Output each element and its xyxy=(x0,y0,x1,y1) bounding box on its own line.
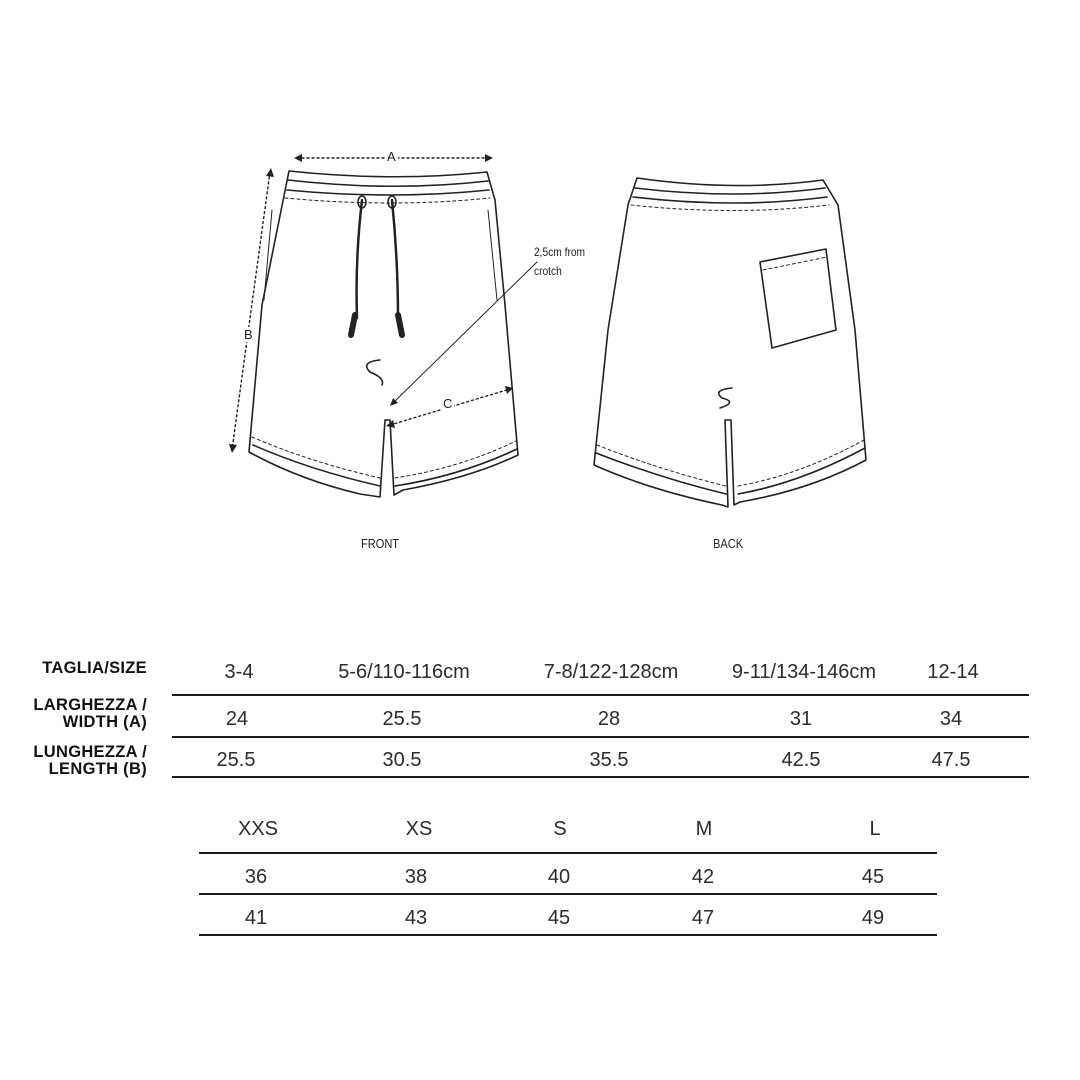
adult-width-cell: 42 xyxy=(691,866,715,888)
kids-width-cell: 25.5 xyxy=(382,708,422,730)
length-label-line1: LUNGHEZZA / xyxy=(33,743,147,761)
kids-width-cell: 34 xyxy=(939,708,963,730)
adult-size-cell: XXS xyxy=(237,818,279,840)
width-row-label xyxy=(33,697,147,731)
front-shorts-outline xyxy=(249,171,518,497)
kids-size-cell: 9-11/134-146cm xyxy=(731,661,877,683)
kids-width-cell: 24 xyxy=(225,708,249,730)
adult-table-rule xyxy=(199,934,937,936)
kids-size-cell: 3-4 xyxy=(224,661,254,683)
crotch-note: 2,5cm from crotch xyxy=(534,245,586,278)
kids-table-rule xyxy=(172,776,1029,778)
kids-length-cell: 35.5 xyxy=(589,749,629,771)
kids-length-cell: 42.5 xyxy=(781,749,821,771)
adult-table-rule xyxy=(199,893,937,895)
kids-length-cell: 47.5 xyxy=(931,749,971,771)
adult-size-cell: M xyxy=(695,818,713,840)
kids-size-cell: 7-8/122-128cm xyxy=(543,661,679,683)
adult-length-cell: 47 xyxy=(691,907,715,929)
back-label: BACK xyxy=(713,536,744,551)
adult-width-cell: 36 xyxy=(244,866,268,888)
adult-size-cell: S xyxy=(553,818,567,840)
adult-width-cell: 45 xyxy=(861,866,885,888)
dimension-b-label: B xyxy=(244,327,253,342)
adult-length-cell: 45 xyxy=(547,907,571,929)
kids-size-cell: 5-6/110-116cm xyxy=(338,661,470,683)
dimension-a-label: A xyxy=(387,149,396,164)
width-label-line1: LARGHEZZA / xyxy=(33,696,147,714)
length-label-line2: LENGTH (B) xyxy=(48,760,147,778)
dimension-lines xyxy=(232,158,537,450)
adult-table-rule xyxy=(199,852,937,854)
kids-width-cell: 28 xyxy=(597,708,621,730)
front-label: FRONT xyxy=(361,536,400,551)
adult-width-cell: 38 xyxy=(404,866,428,888)
kids-table-rule xyxy=(172,694,1029,696)
back-shorts-outline xyxy=(594,178,866,507)
length-row-label xyxy=(33,744,147,778)
adult-size-cell: XS xyxy=(405,818,433,840)
kids-table-rule xyxy=(172,736,1029,738)
kids-width-cell: 31 xyxy=(789,708,813,730)
kids-length-cell: 30.5 xyxy=(382,749,422,771)
kids-size-cell: 12-14 xyxy=(927,661,979,683)
adult-size-cell: L xyxy=(869,818,881,840)
adult-length-cell: 43 xyxy=(404,907,428,929)
width-label-line2: WIDTH (A) xyxy=(62,713,147,731)
adult-width-cell: 40 xyxy=(547,866,571,888)
kids-length-cell: 25.5 xyxy=(216,749,256,771)
dimension-c-label: C xyxy=(443,396,453,411)
adult-length-cell: 49 xyxy=(861,907,885,929)
size-row-label: TAGLIA/SIZE xyxy=(42,659,147,677)
adult-length-cell: 41 xyxy=(244,907,268,929)
